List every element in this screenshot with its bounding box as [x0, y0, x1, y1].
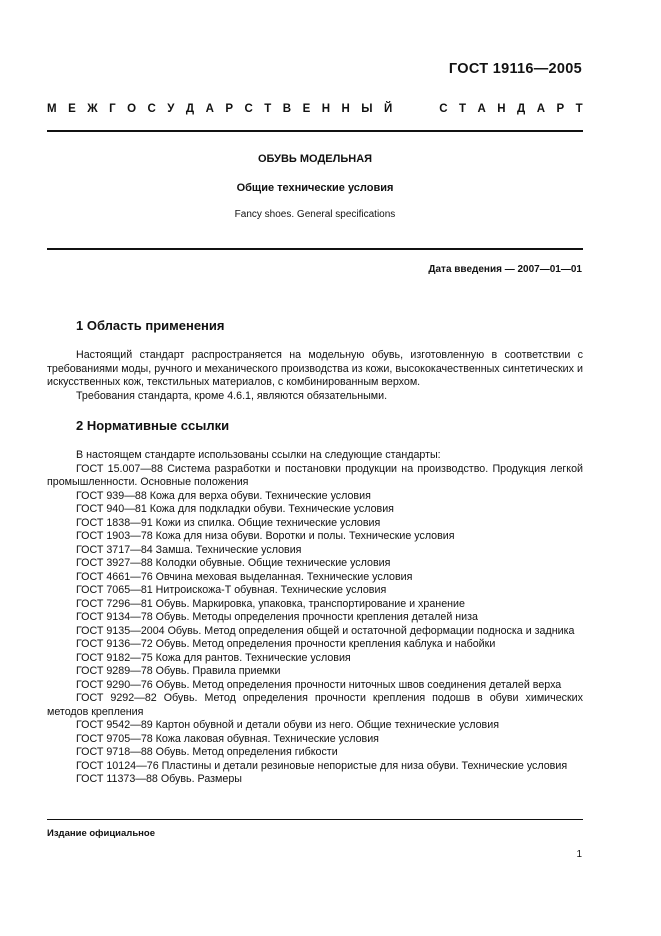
- reference-item: ГОСТ 7296—81 Обувь. Маркировка, упаковка, транспортирование и хранение: [76, 597, 465, 610]
- official-edition-note: Издание официальное: [47, 828, 155, 839]
- reference-item: ГОСТ 4661—76 Овчина меховая выделанная. Технические условия: [76, 570, 413, 583]
- banner-letter: Д: [185, 103, 195, 115]
- document-code: ГОСТ 19116—2005: [448, 61, 582, 77]
- footer-rule: [47, 819, 583, 820]
- banner-letter: Т: [458, 103, 467, 115]
- banner-word-gap: [404, 103, 428, 115]
- reference-item: ГОСТ 9542—89 Картон обувной и детали обуви из него. Общие технические условия: [76, 719, 499, 731]
- banner-letter: Ы: [361, 103, 373, 115]
- banner-letter: Р: [225, 103, 234, 115]
- reference-item: ГОСТ 3717—84 Замша. Технические условия: [76, 543, 302, 556]
- reference-item: ГОСТ 9136—72 Обувь. Метод определения прочности крепления каблука и набойки: [76, 638, 496, 650]
- reference-item: ГОСТ 1903—78 Кожа для низа обуви. Воротки и полы. Технические условия: [76, 530, 455, 542]
- reference-item: ГОСТ 9292—82 Обувь. Метод определения прочности крепления подошв в обуви химических методов крепления: [47, 692, 583, 718]
- banner-letter: Е: [302, 103, 311, 115]
- section-1-paragraph: Настоящий стандарт распространяется на модельную обувь, изготовленную в соответствии с требованиями моды, ручного и механического производства из кожи, высококачественных синтетических и искусственных кож, текстильных материалов, с комбинированным верхом.: [47, 349, 583, 388]
- section-1-heading: 1 Область применения: [76, 318, 225, 333]
- references-intro: В настоящем стандарте использованы ссылки на следующие стандарты:: [76, 449, 441, 461]
- reference-item: ГОСТ 15.007—88 Система разработки и постановки продукции на производство. Продукция легкой промышленности. Основные положения: [47, 462, 583, 488]
- page-number: 1: [576, 849, 582, 860]
- section-1-body: [47, 349, 583, 403]
- reference-item: ГОСТ 9290—76 Обувь. Метод определения прочности ниточных швов соединения деталей верха: [76, 678, 562, 691]
- banner-letter: Р: [556, 103, 565, 115]
- reference-item: ГОСТ 9705—78 Кожа лаковая обувная. Технические условия: [76, 732, 379, 745]
- reference-item: ГОСТ 3927—88 Колодки обувные. Общие технические условия: [76, 557, 391, 569]
- normative-references-list: [47, 449, 583, 787]
- document-subtitle: Общие технические условия: [236, 182, 394, 194]
- reference-item: ГОСТ 7065—81 Нитроискожа-Т обувная. Технические условия: [76, 584, 387, 596]
- document-title: ОБУВЬ МОДЕЛЬНАЯ: [257, 153, 373, 165]
- banner-letter: А: [477, 103, 486, 115]
- section-1-paragraph: Требования стандарта, кроме 4.6.1, являются обязательными.: [76, 389, 388, 402]
- banner-letter: Е: [68, 103, 76, 115]
- banner-letter: Т: [264, 103, 272, 115]
- banner-letter: В: [282, 103, 292, 115]
- banner-letter: Ж: [87, 103, 98, 115]
- banner-letter: А: [205, 103, 214, 115]
- introduction-date: Дата введения — 2007—01—01: [428, 264, 582, 275]
- banner-letter: Г: [109, 103, 116, 115]
- title-rule: [47, 248, 583, 250]
- reference-item: ГОСТ 9718—88 Обувь. Метод определения гибкости: [76, 746, 338, 758]
- banner-letter: Н: [497, 103, 506, 115]
- banner-letter: О: [127, 103, 137, 115]
- banner-letter: У: [167, 103, 175, 115]
- reference-item: ГОСТ 9289—78 Обувь. Правила приемки: [76, 665, 281, 677]
- header-rule: [47, 130, 583, 132]
- banner-letter: Н: [341, 103, 350, 115]
- banner-letter: Д: [517, 103, 526, 115]
- reference-item: ГОСТ 939—88 Кожа для верха обуви. Технические условия: [76, 489, 371, 502]
- english-title: Fancy shoes. General specifications: [234, 209, 396, 220]
- reference-item: ГОСТ 9182—75 Кожа для рантов. Технические условия: [76, 651, 351, 664]
- banner-letter: С: [244, 103, 253, 115]
- section-2-heading: 2 Нормативные ссылки: [76, 418, 230, 433]
- banner-letter: С: [147, 103, 156, 115]
- banner-letter: Й: [384, 103, 393, 115]
- banner-letter: М: [47, 103, 57, 115]
- reference-item: ГОСТ 9134—78 Обувь. Методы определения прочности крепления деталей низа: [76, 611, 478, 623]
- reference-item: ГОСТ 11373—88 Обувь. Размеры: [76, 773, 242, 785]
- reference-item: ГОСТ 10124—76 Пластины и детали резиновые непористые для низа обуви. Технические условия: [76, 759, 568, 772]
- reference-item: ГОСТ 940—81 Кожа для подкладки обуви. Технические условия: [76, 503, 394, 515]
- banner-letter: А: [536, 103, 546, 115]
- reference-item: ГОСТ 9135—2004 Обувь. Метод определения общей и остаточной деформации подноска и задника: [76, 624, 575, 637]
- banner-letter: Н: [321, 103, 331, 115]
- banner-letter: Т: [575, 103, 583, 115]
- reference-item: ГОСТ 1838—91 Кожи из спилка. Общие технические условия: [76, 516, 381, 529]
- banner-letter: С: [439, 103, 448, 115]
- interstate-standard-banner: [47, 103, 583, 115]
